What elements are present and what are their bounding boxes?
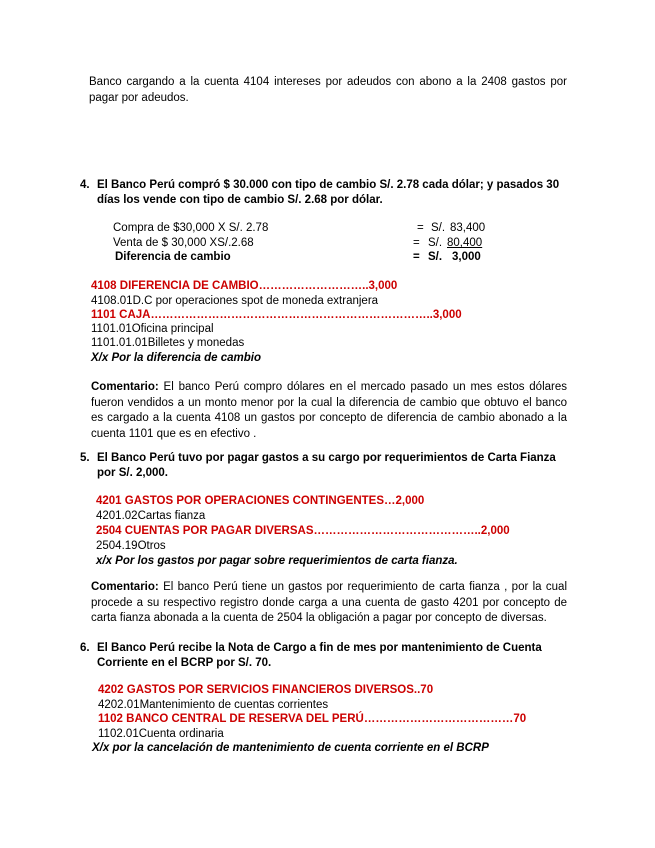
calc-row-currency: S/. xyxy=(431,222,446,234)
journal-subaccount: 4202.01Mantenimiento de cuentas corrientes xyxy=(98,699,329,711)
calc-row-currency: S/. xyxy=(428,237,443,249)
journal-debit-account: 4202 GASTOS POR SERVICIOS FINANCIEROS DIVERSOS..70 xyxy=(98,684,434,696)
comment-text: El banco Perú compro dólares en el mercado pasado un mes estos dólares fueron vendidos a un monto menor por la cual la diferencia de cambio que obtuvo el banco es cargado a la cuenta 4108 un gastos por concepto de diferencia de cambio abonado a la cuenta 1101 que es en efectivo . xyxy=(91,381,567,440)
journal-gloss: x/x Por los gastos por pagar sobre requerimientos de carta fianza. xyxy=(96,555,458,567)
calc-row-label: Compra de $30,000 X S/. 2.78 xyxy=(113,222,269,234)
section-4-comment xyxy=(91,380,567,442)
calc-row-amount: 3,000 xyxy=(452,251,481,263)
comment-text: El banco Perú tiene un gastos por requerimiento de carta fianza , por la cual procede a su respectivo registro donde carga a una cuenta de gasto 4201 por concepto de carta fianza abonada a la cuenta de 2504 la obligación a pagar por concepto de diversas. xyxy=(91,581,567,624)
calc-row-label: Venta de $ 30,000 XS/.2.68 xyxy=(113,237,254,249)
section-5-comment xyxy=(91,580,567,627)
journal-credit-account: 2504 CUENTAS POR PAGAR DIVERSAS……………………………………..2,000 xyxy=(96,525,510,537)
section-6-title-line2: Corriente en el BCRP por S/. 70. xyxy=(97,657,272,669)
journal-gloss: X/x Por la diferencia de cambio xyxy=(91,352,262,364)
calc-row-label: Diferencia de cambio xyxy=(115,251,231,263)
section-4-title-line1: El Banco Perú compró $ 30.000 con tipo de cambio S/. 2.78 cada dólar; y pasados 30 xyxy=(97,179,560,191)
calc-row-amount: 80,400 xyxy=(447,237,483,249)
journal-credit-account: 1102 BANCO CENTRAL DE RESERVA DEL PERÚ…………………………………70 xyxy=(98,713,527,725)
journal-subaccount: 4201.02Cartas fianza xyxy=(96,510,206,522)
section-4-title-line2: días los vende con tipo de cambio S/. 2.68 por dólar. xyxy=(97,194,383,206)
intro-paragraph: Banco cargando a la cuenta 4104 intereses por adeudos con abono a la 2408 gastos por pagar por adeudos. xyxy=(89,76,567,104)
section-6-title-line1: El Banco Perú recibe la Nota de Cargo a fin de mes por mantenimiento de Cuenta xyxy=(97,642,542,654)
journal-credit-account: 1101 CAJA………………………………………………………………..3,000 xyxy=(91,309,462,321)
calc-row-eq: = xyxy=(413,251,420,263)
section-5-number: 5. xyxy=(80,452,90,464)
comment-label: Comentario: xyxy=(91,381,159,393)
calc-row-eq: = xyxy=(413,237,420,249)
section-4-number: 4. xyxy=(80,179,90,191)
section-6-number: 6. xyxy=(80,642,90,654)
section-5-title-line2: por S/. 2,000. xyxy=(97,467,168,479)
calc-row-currency: S/. xyxy=(428,251,443,263)
journal-subaccount: 2504.19Otros xyxy=(96,540,166,552)
calc-row-amount: 83,400 xyxy=(450,222,486,234)
journal-subaccount: 1101.01.01Billetes y monedas xyxy=(91,337,245,349)
section-5-title-line1: El Banco Perú tuvo por pagar gastos a su cargo por requerimientos de Carta Fianza xyxy=(97,452,556,464)
journal-subaccount: 4108.01D.C por operaciones spot de moneda extranjera xyxy=(91,295,379,307)
calc-row-eq: = xyxy=(417,222,424,234)
journal-debit-account: 4201 GASTOS POR OPERACIONES CONTINGENTES…2,000 xyxy=(96,495,425,507)
comment-label: Comentario: xyxy=(91,581,159,593)
journal-debit-account: 4108 DIFERENCIA DE CAMBIO………………………..3,000 xyxy=(91,280,398,292)
journal-subaccount: 1101.01Oficina principal xyxy=(91,323,214,335)
journal-subaccount: 1102.01Cuenta ordinaria xyxy=(98,728,224,740)
journal-gloss: X/x por la cancelación de mantenimiento de cuenta corriente en el BCRP xyxy=(92,742,489,754)
